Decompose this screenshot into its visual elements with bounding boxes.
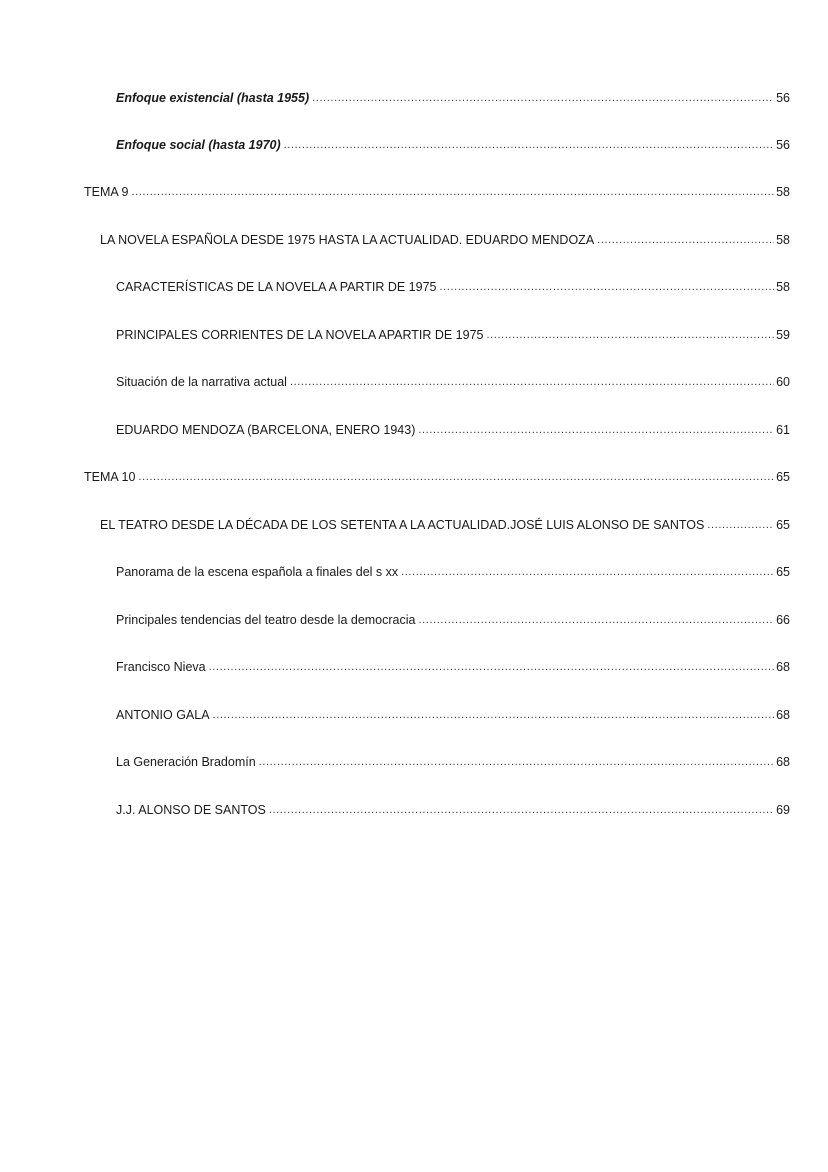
toc-entry-title: Enfoque existencial (hasta 1955) — [116, 90, 312, 106]
toc-entry-francisco-nieva[interactable] — [116, 655, 790, 675]
toc-entry-page: 68 — [776, 708, 790, 722]
toc-entry-tema-9[interactable] — [84, 180, 790, 200]
toc-entry-title: La Generación Bradomín — [116, 754, 259, 770]
toc-entry-antonio-gala[interactable] — [116, 703, 790, 723]
toc-entry-page: 59 — [776, 328, 790, 342]
toc-entry-title: TEMA 9 — [84, 184, 131, 200]
dot-leader — [401, 564, 774, 580]
toc-entry-page: 66 — [776, 613, 790, 627]
dot-leader — [131, 184, 774, 200]
toc-entry-page: 68 — [776, 755, 790, 769]
toc-entry-title: TEMA 10 — [84, 469, 138, 485]
dot-leader — [312, 90, 774, 106]
dot-leader — [259, 754, 774, 770]
toc-entry-page: 65 — [776, 518, 790, 532]
toc-entry-page: 58 — [776, 185, 790, 199]
toc-entry-title: CARACTERÍSTICAS DE LA NOVELA A PARTIR DE 1975 — [116, 279, 440, 295]
toc-entry-title: LA NOVELA ESPAÑOLA DESDE 1975 HASTA LA ACTUALIDAD. EDUARDO MENDOZA — [100, 232, 597, 248]
toc-entry-title: Principales tendencias del teatro desde la democracia — [116, 612, 418, 628]
dot-leader — [487, 327, 775, 343]
toc-entry-page: 56 — [776, 91, 790, 105]
toc-entry-title: J.J. ALONSO DE SANTOS — [116, 802, 269, 818]
toc-entry-title: ANTONIO GALA — [116, 707, 213, 723]
dot-leader — [209, 659, 774, 675]
dot-leader — [707, 517, 774, 533]
toc-entry-enfoque-existencial[interactable] — [116, 86, 790, 106]
toc-entry-page: 68 — [776, 660, 790, 674]
dot-leader — [290, 374, 774, 390]
toc-entry-title: EDUARDO MENDOZA (BARCELONA, ENERO 1943) — [116, 422, 418, 438]
toc-entry-page: 65 — [776, 470, 790, 484]
toc-entry-teatro-setenta[interactable] — [100, 513, 790, 533]
dot-leader — [213, 707, 774, 723]
toc-entry-enfoque-social[interactable] — [116, 133, 790, 153]
toc-entry-page: 58 — [776, 233, 790, 247]
toc-entry-novela-espanola[interactable] — [100, 228, 790, 248]
toc-entry-page: 60 — [776, 375, 790, 389]
toc-entry-tema-10[interactable] — [84, 465, 790, 485]
toc-entry-principales-tendencias[interactable] — [116, 608, 790, 628]
toc-entry-panorama-escena[interactable] — [116, 560, 790, 580]
toc-entry-page: 58 — [776, 280, 790, 294]
toc-entry-page: 69 — [776, 803, 790, 817]
dot-leader — [418, 612, 774, 628]
toc-entry-page: 56 — [776, 138, 790, 152]
toc-entry-title: EL TEATRO DESDE LA DÉCADA DE LOS SETENTA A LA ACTUALIDAD.JOSÉ LUIS ALONSO DE SANTOS — [100, 517, 707, 533]
toc-entry-eduardo-mendoza[interactable] — [116, 418, 790, 438]
toc-entry-principales-corrientes[interactable] — [116, 323, 790, 343]
dot-leader — [284, 137, 774, 153]
toc-entry-title: Panorama de la escena española a finales del s xx — [116, 564, 401, 580]
dot-leader — [138, 469, 774, 485]
dot-leader — [269, 802, 774, 818]
toc-entry-situacion-narrativa[interactable] — [116, 370, 790, 390]
dot-leader — [440, 279, 775, 295]
toc-entry-title: Francisco Nieva — [116, 659, 209, 675]
toc-entry-title: PRINCIPALES CORRIENTES DE LA NOVELA APARTIR DE 1975 — [116, 327, 487, 343]
dot-leader — [418, 422, 774, 438]
dot-leader — [597, 232, 774, 248]
toc-entry-generacion-bradomin[interactable] — [116, 750, 790, 770]
toc-entry-alonso-de-santos[interactable] — [116, 798, 790, 818]
toc-entry-caracteristicas-novela[interactable] — [116, 275, 790, 295]
toc-entry-page: 61 — [776, 423, 790, 437]
toc-entry-page: 65 — [776, 565, 790, 579]
toc-entry-title: Situación de la narrativa actual — [116, 374, 290, 390]
toc-entry-title: Enfoque social (hasta 1970) — [116, 137, 284, 153]
